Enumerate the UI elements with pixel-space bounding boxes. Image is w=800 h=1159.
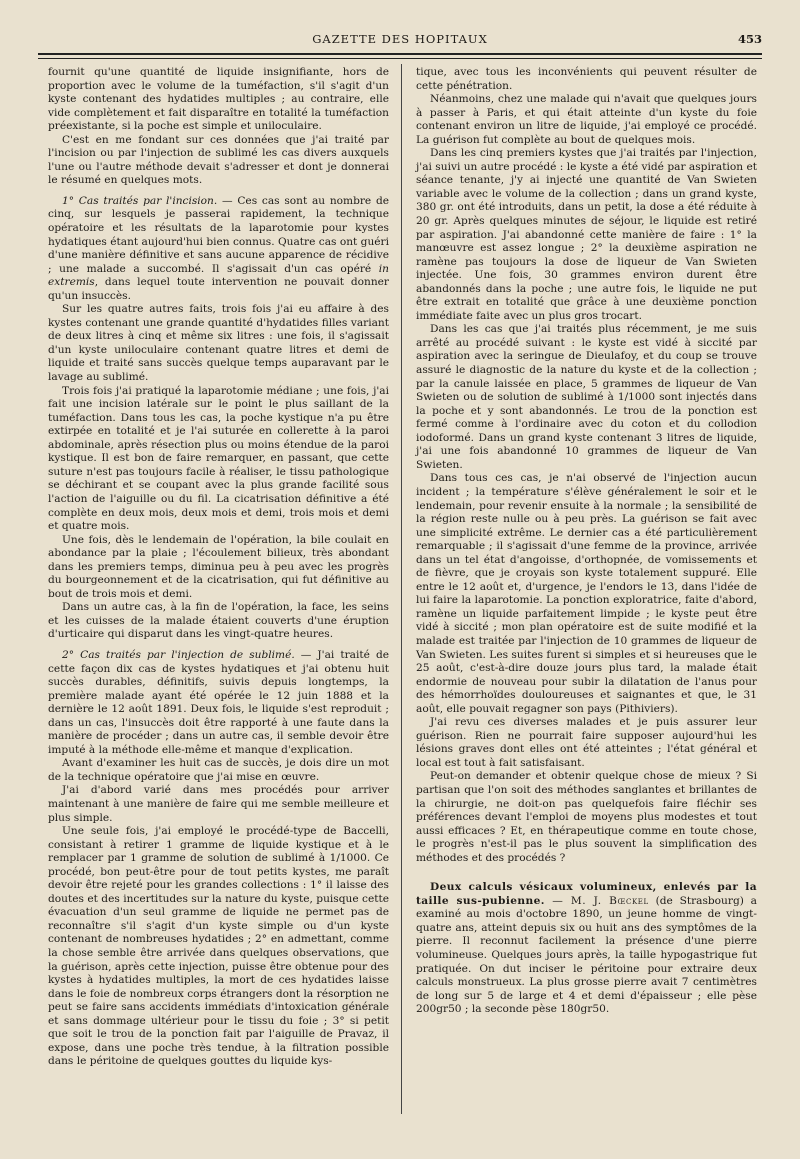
article-author: — M. J. Bœckel xyxy=(544,894,649,907)
right-column xyxy=(416,66,757,1017)
paragraph: Dans les cas que j'ai traités plus récemment, je me suis arrêté au procédé suivant : le kyste est vidé à siccité par aspiration avec la seringue de Dieulafoy, et du coup se trouve assuré le diagnostic de la nature du kyste et de la collection ; par la canule laissée en place, 5 grammes de liqueur de Van Swieten ou de solution de sublimé à 1/1000 sont injectés dans la poche et y sont abandonnés. Le trou de la ponction est fermé comme à l'ordinaire avec du coton et du collodion iodoformé. Dans un grand kyste contenant 3 litres de liquide, j'ai une fois abandonné 10 grammes de liqueur de Van Swieten. xyxy=(416,323,757,471)
paragraph: Une seule fois, j'ai employé le procédé-type de Baccelli, consistant à retirer 1 gramme de liquide kystique et à le remplacer par 1 gramme de solution de sublimé à 1/1000. Ce procédé, bon peut-être pour de tout petits kystes, me paraît devoir être rejeté pour les grandes collections : 1° il laisse des doutes et des incertitudes sur la nature du kyste, puisque cette évacuation d'un seul gramme de liquide ne permet pas de reconnaître s'il s'agit d'un kyste simple ou d'un kyste contenant de nombreuses hydatides ; 2° en admettant, comme la chose semble être arrivée dans quelques observations, que la guérison, après cette injection, puisse être obtenue pour des kystes à hydatides multiples, la mort de ces hydatides laisse dans le foie de nombreux corps étrangers dont la résorption ne peut se faire sans accidents immédiats d'intoxication générale et sans dommage ultérieur pour le tissu du foie ; 3° si petit que soit le trou de la ponction fait par l'aiguille de Pravaz, il expose, dans une poche très tendue, à la filtration possible dans le péritoine de quelques gouttes du liquide kys- xyxy=(48,825,389,1068)
paragraph-text: , dans lequel toute intervention ne pouvait donner qu'un insuccès. xyxy=(48,276,389,302)
paragraph-text: — J'ai traité de cette façon dix cas de kystes hydatiques et j'ai obtenu huit succès durables, définitifs, suivis depuis longtemps, la première malade ayant été opérée le 12 juin 1888 et la dernière le 12 août 1891. Deux fois, le liquide s'est reproduit ; dans un cas, l'insuccès doit être rapporté à une faute dans la manière de procéder ; dans un autre cas, il semble devoir être imputé à la méthode elle-même et manque d'explication. xyxy=(48,648,389,756)
article-calculs xyxy=(416,881,757,1016)
paragraph: fournit qu'une quantité de liquide insignifiante, hors de proportion avec le volume de la tuméfaction, s'il s'agit d'un kyste contenant des hydatides multiples ; au contraire, elle vide complètement et fait disparaître en totalité la tuméfaction préexistante, si la poche est simple et uniloculaire. xyxy=(48,66,389,133)
paragraph-text: — Ces cas sont au nombre de cinq, sur lesquels je passerai rapidement, la technique opératoire et les résultats de la laparotomie pour kystes hydatiques étant aujourd'hui bien connus. Quatre cas ont guéri d'une manière définitive et sans aucune apparence de récidive ; une malade a succombé. Il s'agissait d'un cas opéré xyxy=(48,194,389,275)
paragraph: Une fois, dès le lendemain de l'opération, la bile coulait en abondance par la plaie ; l'écoulement bilieux, très abondant dans les premiers temps, diminua peu à peu avec les progrès du bourgeonnement et de la cicatrisation, qui fut définitive au bout de trois mois et demi. xyxy=(48,533,389,600)
paragraph: Néanmoins, chez une malade qui n'avait que quelques jours à passer à Paris, et qui était atteinte d'un kyste du foie contenant environ un litre de liquide, j'ai employé ce procédé. La guérison fut complète au bout de quelques mois. xyxy=(416,93,757,146)
page-header xyxy=(38,28,762,50)
paragraph: J'ai revu ces diverses malades et je puis assurer leur guérison. Rien ne pourrait faire supposer aujourd'hui les lésions graves dont elles ont été atteintes ; l'état général et local est tout à fait satisfaisant. xyxy=(416,716,757,769)
section-injection xyxy=(48,649,389,757)
section-label: 2° Cas traités par l'injection de sublimé. xyxy=(62,648,295,661)
article-heading: Deux calculs vésicaux volumineux, enlevés par la taille sus-pubienne. xyxy=(416,881,757,907)
journal-title: GAZETTE DES HOPITAUX xyxy=(312,32,488,46)
paragraph: Dans tous ces cas, je n'ai observé de l'injection aucun incident ; la température s'élève généralement le soir et le lendemain, pour revenir ensuite à la normale ; la sensibilité de la région reste nulle ou à peu près. La guérison se fait avec une simplicité extrême. Le dernier cas a été particulièrement remarquable ; il s'agissait d'une femme de la province, arrivée dans un tel état d'angoisse, d'orthopnée, de vomissements et de fièvre, que je croyais son kyste totalement suppuré. Elle entre le 12 août et, d'urgence, je l'endors le 13, dans l'idée de lui faire la laparotomie. La ponction exploratrice, faite d'abord, ramène un liquide parfaitement limpide ; le kyste peut être vidé à siccité ; mon plan opératoire est de suite modifié et la malade est traitée par l'injection de 10 grammes de liqueur de Van Swieten. Les suites furent si simples et si heureuses que le 25 août, c'est-à-dire douze jours plus tard, la malade était endormie de nouveau pour subir la dilatation de l'anus pour des hémorrhoïdes douloureuses et saignantes et que, le 31 août, elle pouvait regagner son pays (Pithiviers). xyxy=(416,472,757,715)
paragraph: Dans un autre cas, à la fin de l'opération, la face, les seins et les cuisses de la malade étaient couverts d'une éruption d'urticaire qui disparut dans les vingt-quatre heures. xyxy=(48,601,389,641)
section-label: 1° Cas traités par l'incision. xyxy=(62,194,218,207)
paragraph-text: (de Strasbourg) a examiné au mois d'octobre 1890, un jeune homme de vingt-quatre ans, atteint depuis six ou huit ans des symptômes de la pierre. Il reconnut facilement la présence d'une pierre volumineuse. Quelques jours après, la taille hypogastrique fut pratiquée. On dut inciser le péritoine pour extraire deux calculs monstrueux. La plus grosse pierre avait 7 centimètres de long sur 5 de large et 4 et demi d'épaisseur ; elle pèse 200gr50 ; la seconde pèse 180gr50. xyxy=(416,894,757,1016)
header-rule-thin xyxy=(38,58,762,59)
header-rule-thick xyxy=(38,53,762,55)
paragraph: tique, avec tous les inconvénients qui peuvent résulter de cette pénétration. xyxy=(416,66,757,92)
paragraph: J'ai d'abord varié dans mes procédés pour arriver maintenant à une manière de faire qui me semble meilleure et plus simple. xyxy=(48,784,389,824)
column-divider xyxy=(401,64,402,1114)
latin-term: in extremis xyxy=(48,262,389,289)
section-incision xyxy=(48,195,389,303)
paragraph: Trois fois j'ai pratiqué la laparotomie médiane ; une fois, j'ai fait une incision latérale sur le point le plus saillant de la tuméfaction. Dans tous les cas, la poche kystique n'a pu être extirpée en totalité et je l'ai suturée en collerette à la paroi abdominale, après résection plus ou moins étendue de la paroi kystique. Il est bon de faire remarquer, en passant, que cette suture n'est pas toujours facile à réaliser, le tissu pathologique se déchirant et se coupant avec la plus grande facilité sous l'action de l'aiguille ou du fil. La cicatrisation définitive a été complète en deux mois, deux mois et demi, trois mois et demi et quatre mois. xyxy=(48,384,389,533)
paragraph: Dans les cinq premiers kystes que j'ai traités par l'injection, j'ai suivi un autre procédé : le kyste a été vidé par aspiration et séance tenante, j'y ai injecté une quantité de Van Swieten variable avec le volume de la collection ; dans un grand kyste, 380 gr. ont été introduits, dans un petit, la dose a été réduite à 20 gr. Après quelques minutes de séjour, le liquide est retiré par aspiration. J'ai abandonné cette manière de faire : 1° la manœuvre est assez longue ; 2° la deuxième aspiration ne ramène pas toujours la dose de liqueur de Van Swieten injectée. Une fois, 30 grammes environ durent être abandonnés dans la poche ; une autre fois, le liquide ne put être extrait en totalité que grâce à une deuxième ponction immédiate faite avec un plus gros trocart. xyxy=(416,147,757,322)
paragraph: Avant d'examiner les huit cas de succès, je dois dire un mot de la technique opératoire que j'ai mise en œuvre. xyxy=(48,757,389,783)
paragraph: C'est en me fondant sur ces données que j'ai traité par l'incision ou par l'injection de sublimé les cas divers auxquels l'une ou l'autre méthode devait s'adresser et dont je donnerai le résumé en quelques mots. xyxy=(48,133,389,187)
page-number: 453 xyxy=(737,32,762,46)
left-column xyxy=(48,66,389,1069)
paragraph: Sur les quatre autres faits, trois fois j'ai eu affaire à des kystes contenant une grande quantité d'hydatides filles variant de deux litres à cinq et même six litres : une fois, il s'agissait d'un kyste uniloculaire contenant quatre litres et demi de liquide et traité sans succès quelque temps auparavant par le lavage au sublimé. xyxy=(48,303,389,384)
paragraph: Peut-on demander et obtenir quelque chose de mieux ? Si partisan que l'on soit des méthodes sanglantes et brillantes de la chirurgie, ne doit-on pas quelquefois faire fléchir ses préférences devant l'emploi de moyens plus modestes et tout aussi efficaces ? Et, en thérapeutique comme en toute chose, le progrès n'est-il pas le plus souvent la simplification des méthodes et des procédés ? xyxy=(416,770,757,864)
